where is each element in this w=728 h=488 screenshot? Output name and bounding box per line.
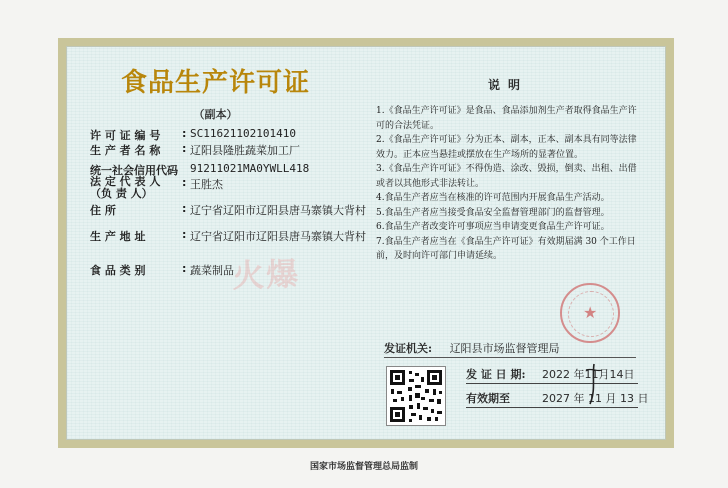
issuer-row bbox=[384, 340, 560, 356]
certificate-title: 食品生产许可证 bbox=[120, 68, 310, 98]
field-label: 法 定 代 表 人 （负 责 人） bbox=[90, 175, 161, 200]
note-item: 5.食品生产者应当接受食品安全监督管理部门的监督管理。 bbox=[376, 207, 610, 218]
field-label: 住 所 bbox=[90, 204, 116, 217]
issue-date-label: 发 证 日 期: bbox=[466, 368, 526, 381]
footer-text: 国家市场监督管理总局监制 bbox=[309, 462, 418, 472]
watermark: 火爆 bbox=[231, 254, 301, 296]
field-legal-representative: 法 定 代 表 人 （负 责 人） : 王胜杰 bbox=[90, 175, 223, 200]
issuer-value: 辽阳县市场监督管理局 bbox=[449, 342, 560, 355]
field-label: 许 可 证 编 号 bbox=[90, 129, 161, 142]
note-item: 4.食品生产者应当在核准的许可范围内开展食品生产活动。 bbox=[376, 193, 610, 203]
issue-date-value: 2022 年11月14日 bbox=[542, 368, 635, 381]
note-item: 3.《食品生产许可证》不得伪造、涂改、毁损，倒卖、出租、出借或者以其他形式非法转让。 bbox=[376, 164, 637, 189]
field-label: 食 品 类 别 bbox=[90, 264, 146, 277]
official-seal bbox=[560, 283, 620, 343]
issuer-underline bbox=[384, 357, 636, 358]
certificate-subtitle: （副本） bbox=[193, 108, 238, 121]
note-item: 7.食品生产者应当在《食品生产许可证》有效期届满 30 个工作日前，及时向许可部门申请延续。 bbox=[376, 236, 636, 261]
field-label: 生 产 地 址 bbox=[90, 230, 146, 243]
valid-until-value: 2027 年 11 月 13 日 bbox=[542, 392, 649, 405]
note-item: 1.《食品生产许可证》是食品、食品添加剂生产者取得食品生产许可的合法凭证。 bbox=[376, 106, 637, 131]
notes-title: 说明 bbox=[488, 78, 529, 92]
field-residence: 住 所 : 辽宁省辽阳市辽阳县唐马寨镇大背村 bbox=[90, 202, 366, 217]
field-producer-name: 生 产 者 名 称 : 辽阳县隆胜蔬菜加工厂 bbox=[90, 142, 300, 157]
note-item: 6.食品生产者改变许可事项应当申请变更食品生产许可证。 bbox=[376, 222, 610, 232]
field-food-category: 食 品 类 别 : 蔬菜制品 bbox=[90, 262, 234, 277]
seal-star-icon: ★ bbox=[583, 303, 598, 322]
issuer-label: 发证机关: bbox=[384, 342, 433, 355]
field-production-address: 生 产 地 址 : 辽宁省辽阳市辽阳县唐马寨镇大背村 bbox=[90, 228, 366, 243]
field-value: 辽宁省辽阳市辽阳县唐马寨镇大背村 bbox=[190, 204, 366, 217]
field-value: SC11621102101410 bbox=[190, 127, 296, 140]
field-value: 91211021MA0YWLL418 bbox=[190, 162, 310, 175]
field-label: 统一社会信用代码 bbox=[90, 164, 178, 177]
handwritten-mark bbox=[566, 360, 626, 410]
notes-list bbox=[376, 104, 638, 264]
qr-code bbox=[386, 366, 446, 426]
valid-until-label: 有效期至 bbox=[466, 392, 510, 405]
field-value: 辽宁省辽阳市辽阳县唐马寨镇大背村 bbox=[190, 230, 366, 243]
field-value: 蔬菜制品 bbox=[190, 264, 234, 277]
qr-code-icon bbox=[387, 367, 445, 425]
note-item: 2.《食品生产许可证》分为正本、副本，正本、副本具有同等法律效力。正本应当悬挂或摆放在生产场所的显著位置。 bbox=[376, 135, 637, 160]
field-label: 生 产 者 名 称 bbox=[90, 144, 161, 157]
field-value: 辽阳县隆胜蔬菜加工厂 bbox=[190, 144, 300, 157]
field-value: 王胜杰 bbox=[190, 178, 223, 191]
field-license-number: 许 可 证 编 号 : SC11621102101410 bbox=[90, 127, 296, 142]
